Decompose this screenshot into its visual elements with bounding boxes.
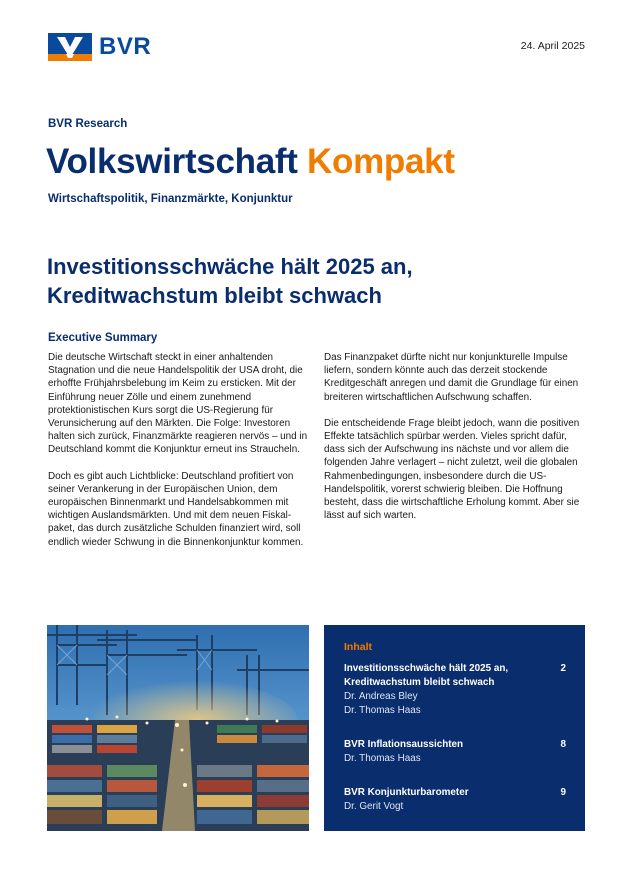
bvr-logo: [48, 33, 151, 61]
summary-column-left: [48, 351, 310, 562]
toc-entry-author: Dr. Gerit Vogt: [344, 801, 404, 812]
publication-subtitle: Wirtschaftspolitik, Finanzmärkte, Konjunktur: [48, 193, 293, 205]
toc-header: Inhalt: [344, 641, 372, 653]
headline-line-1: Investitionsschwäche hält 2025 an,: [47, 254, 413, 279]
toc-entry-author: Dr. Thomas Haas: [344, 705, 421, 716]
publication-date: 24. April 2025: [520, 40, 585, 52]
summary-column-right: [324, 351, 586, 535]
logo-text: BVR: [99, 33, 152, 60]
bvr-logo-icon: [48, 33, 92, 61]
toc-entry-author: Dr. Thomas Haas: [344, 753, 421, 764]
kicker: BVR Research: [48, 118, 128, 130]
table-of-contents: [324, 625, 585, 831]
container-port-image: [47, 625, 309, 831]
toc-entry-title: BVR Inflationsaussichten: [344, 739, 464, 750]
summary-paragraph: Die deutsche Wirtschaft steckt in einer anhaltenden Stagnation und die neue Handelspolitik der USA droht, die erhoffte Frühjahrsbelebung im Keim zu ersticken. Mit der Einführung neuer Zölle und einem zunehmend protektionistischen Kurs sorgt die US-Regierung für Verunsicherung auf den Märkten. Die Folge: Investoren halten sich zurück, Finanzmärkte reagieren nervös – und in Deutschland kommt die Konjunktur erneut ins Straucheln.: [48, 352, 308, 456]
summary-paragraph: Die entscheidende Frage bleibt jedoch, wann die positiven Effekte tatsächlich spürbar werden. Vieles spricht dafür, dass sich der Aufschwung ins nächste und vor allem die folgenden Jahre verlagert – nicht zuletzt, weil die globalen Rahmenbedingungen, insbesondere durch die US-Handelspolitik, vorerst schwierig bleiben. Die Hoffnung besteht, dass die wirtschaftliche Erholung kommt. Aber sie lässt auf sich warten.: [324, 417, 580, 522]
toc-entry-author: Dr. Andreas Bley: [344, 691, 418, 702]
publication-title: [46, 140, 455, 184]
title-accent: Kompakt: [307, 142, 455, 181]
toc-entry-page: 9: [560, 787, 566, 798]
container-port-photo: [47, 625, 309, 831]
toc-entry-title: BVR Konjunkturbarometer: [344, 787, 469, 798]
toc-entry-page: 2: [560, 663, 566, 674]
title-main: Volkswirtschaft: [46, 142, 298, 181]
toc-entry[interactable]: [344, 738, 566, 766]
summary-paragraph: Das Finanzpaket dürfte nicht nur konjunkturelle Impulse liefern, sondern könnte auch das derzeit stockende Kreditgeschäft anregen und damit die Grundlage für einen breiteren wirtschaftlichen Aufschwung schaffen.: [324, 352, 579, 403]
toc-entry-page: 8: [560, 739, 566, 750]
section-title: Executive Summary: [48, 332, 158, 344]
headline-line-2: Kreditwachstum bleibt schwach: [47, 283, 382, 308]
toc-entry[interactable]: [344, 662, 566, 718]
article-headline: [47, 252, 567, 310]
toc-entry-title: Investitionsschwäche hält 2025 an, Kreditwachstum bleibt schwach: [344, 663, 509, 688]
summary-paragraph: Doch es gibt auch Lichtblicke: Deutschland profitiert von seiner Verankerung in der Europäischen Union, dem europäischen Binnenmarkt und Handelsabkommen mit wichtigen Auslandsmärkten. Und mit dem neuen Fiskal-paket, das durch zusätzliche Schulden finanziert wird, soll endlich wieder Schwung in die Binnenkonjunktur kommen.: [48, 470, 304, 548]
toc-entry[interactable]: [344, 786, 566, 814]
